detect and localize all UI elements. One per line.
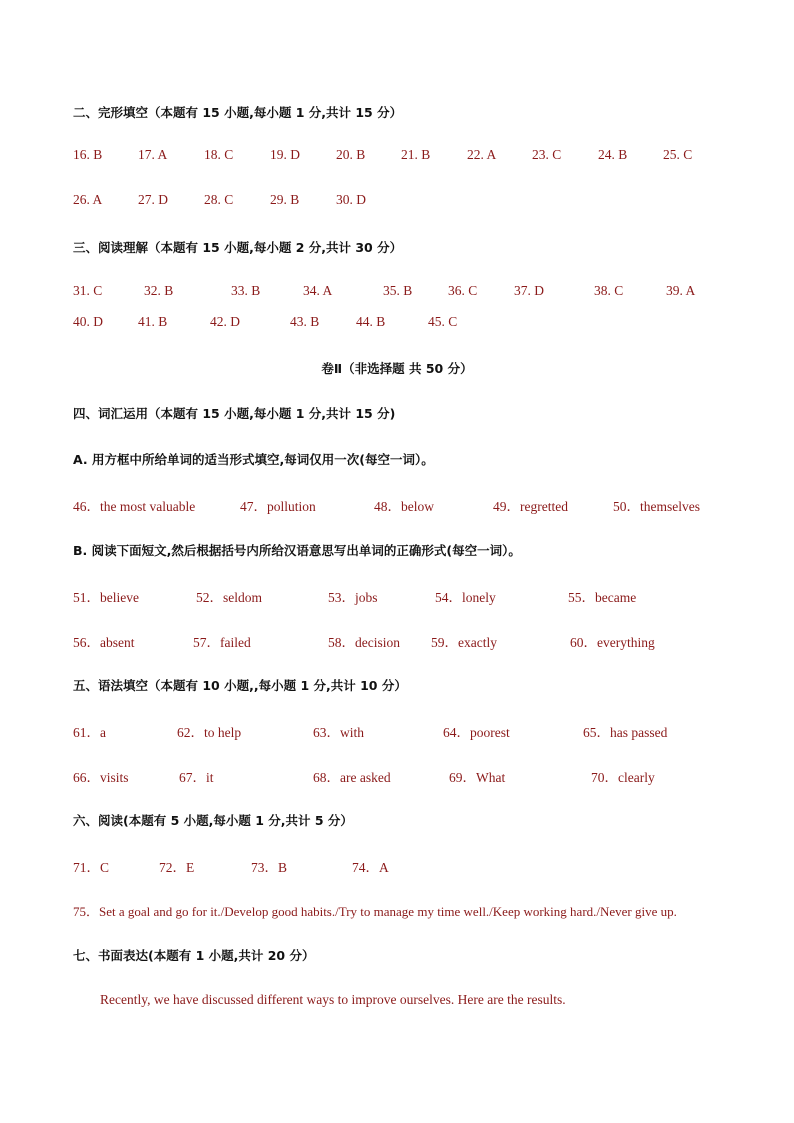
answer-item: 63．with [313,725,365,740]
answer-item: 26. A [73,192,103,207]
answer-item: 21. B [401,147,431,162]
answer-item: 48．below [374,499,434,514]
answer-item: 28. C [204,192,234,207]
answer-item: 56．absent [73,635,135,650]
answer-item: 39. A [666,283,696,298]
answer-item: 16. B [73,147,103,162]
answer-item: 68．are asked [313,770,391,785]
answer-item: 23. C [532,147,562,162]
answer-item: 61．a [73,725,106,740]
answer-item: 50．themselves [613,499,700,514]
answer-item: 44. B [356,314,386,329]
answer-item: 45. C [428,314,458,329]
answer-item: 24. B [598,147,628,162]
answer-item: 69．What [449,770,506,785]
answer-item: 18. C [204,147,234,162]
answer-item: 73．B [251,860,288,875]
answer-item: 49．regretted [493,499,568,514]
answer-item: 52．seldom [196,590,262,605]
answer-item: 59．exactly [431,635,497,650]
section-heading-reading-2: 六、阅读(本题有 5 小题,每小题 1 分,共计 5 分） [73,813,353,828]
answer-item: 35. B [383,283,413,298]
answer-item: 32. B [144,283,174,298]
answer-item-75: 75．Set a goal and go for it./Develop good habits./Try to manage my time well./Keep working hard./Never give up. [73,904,677,919]
answer-item: 22. A [467,147,497,162]
section-heading-cloze: 二、完形填空（本题有 15 小题,每小题 1 分,共计 15 分） [73,105,403,120]
answer-item: 42. D [210,314,240,329]
vocab-part-b-instruction: B. 阅读下面短文,然后根据括号内所给汉语意思写出单词的正确形式(每空一词）。 [73,543,521,558]
answer-item: 74．A [352,860,389,875]
answer-item: 41. B [138,314,168,329]
section-heading-reading: 三、阅读理解（本题有 15 小题,每小题 2 分,共计 30 分） [73,240,403,255]
answer-item: 43. B [290,314,320,329]
writing-answer-text: Recently, we have discussed different ways to improve ourselves. Here are the results. [100,992,566,1007]
answer-item: 17. A [138,147,168,162]
answer-item: 70．clearly [591,770,655,785]
answer-item: 71．C [73,860,110,875]
answer-item: 33. B [231,283,261,298]
answer-item: 19. D [270,147,300,162]
section-heading-vocab: 四、词汇运用（本题有 15 小题,每小题 1 分,共计 15 分) [73,406,396,421]
answer-item: 20. B [336,147,366,162]
answer-item: 29. B [270,192,300,207]
answer-item: 27. D [138,192,168,207]
answer-item: 66．visits [73,770,129,785]
section-heading-writing: 七、书面表达(本题有 1 小题,共计 20 分） [73,948,315,963]
answer-item: 46．the most valuable [73,499,196,514]
answer-item: 53．jobs [328,590,378,605]
answer-item: 37. D [514,283,544,298]
answer-item: 36. C [448,283,478,298]
answer-item: 72．E [159,860,195,875]
answer-item: 57．failed [193,635,251,650]
answer-item: 40. D [73,314,103,329]
answer-item: 62．to help [177,725,242,740]
answer-item: 60．everything [570,635,655,650]
answer-item: 51．believe [73,590,139,605]
vocab-part-a-instruction: A. 用方框中所给单词的适当形式填空,每词仅用一次(每空一词）。 [73,452,434,467]
answer-item: 47．pollution [240,499,316,514]
answer-item: 34. A [303,283,333,298]
answer-item: 54．lonely [435,590,496,605]
answer-item: 31. C [73,283,103,298]
volume-2-heading: 卷Ⅱ（非选择题 共 50 分） [321,361,473,376]
answer-item: 55．became [568,590,637,605]
answer-item: 25. C [663,147,693,162]
answer-item: 58．decision [328,635,400,650]
section-heading-grammar: 五、语法填空（本题有 10 小题,,每小题 1 分,共计 10 分） [73,678,407,693]
answer-item: 64．poorest [443,725,510,740]
answer-item: 38. C [594,283,624,298]
answer-item: 67．it [179,770,214,785]
answer-item: 65．has passed [583,725,668,740]
answer-item: 30. D [336,192,366,207]
